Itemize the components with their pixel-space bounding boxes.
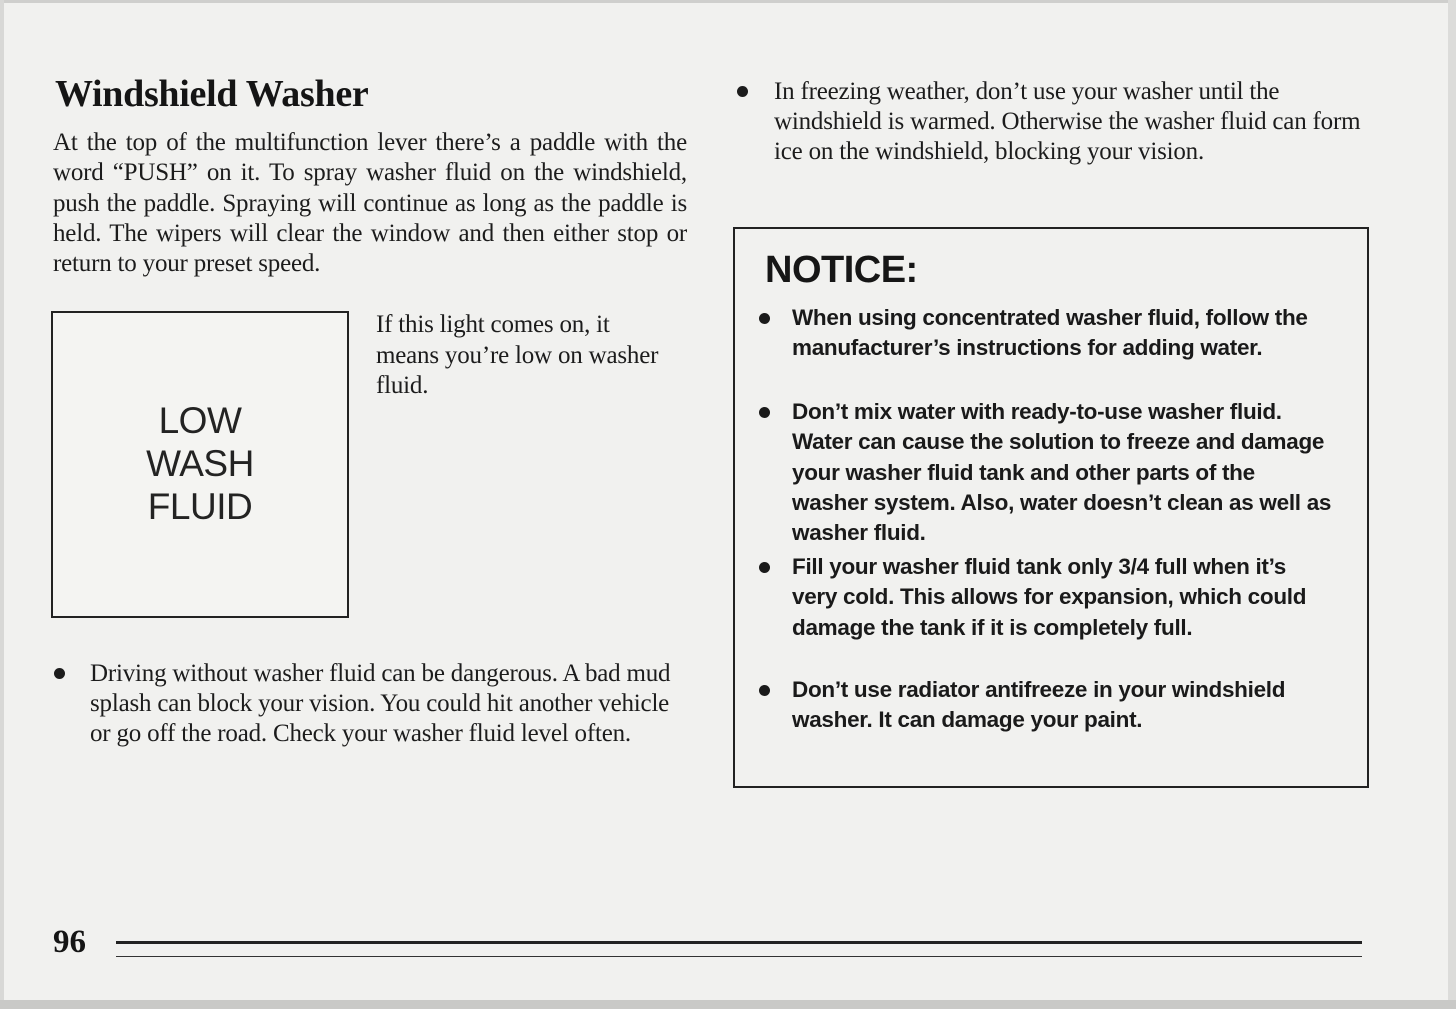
- low-wash-fluid-indicator: [51, 311, 349, 618]
- notice-heading: NOTICE:: [765, 249, 918, 291]
- bullet-icon: [737, 86, 748, 97]
- page-number: 96: [53, 924, 86, 960]
- indicator-line-wash: WASH: [146, 443, 254, 484]
- bullet-icon: [759, 313, 770, 324]
- page-edge-bottom: [0, 1000, 1456, 1009]
- warning-bullet-freezing: In freezing weather, don’t use your washer until the windshield is warmed. Otherwise the washer fluid can form ice on the windshield, blocking your vision.: [774, 78, 1361, 165]
- notice-item: Fill your washer fluid tank only 3/4 full when it’s very cold. This allows for expansion, which could damage the tank if it is completely full.: [792, 554, 1307, 640]
- bullet-icon: [759, 685, 770, 696]
- indicator-line-low: LOW: [158, 400, 242, 441]
- notice-item: Don’t use radiator antifreeze in your windshield washer. It can damage your paint.: [792, 677, 1286, 733]
- indicator-label: [53, 399, 347, 528]
- notice-item: When using concentrated washer fluid, follow the manufacturer’s instructions for adding water.: [792, 305, 1308, 361]
- notice-item: Don’t mix water with ready-to-use washer fluid. Water can cause the solution to freeze and damage your washer fluid tank and other parts of the washer system. Also, water doesn’t clean as well as washer fluid.: [792, 399, 1332, 546]
- indicator-line-fluid: FLUID: [147, 486, 253, 527]
- bullet-icon: [54, 668, 65, 679]
- section-title: Windshield Washer: [55, 73, 369, 115]
- page-edge-top: [0, 0, 1456, 3]
- bullet-icon: [759, 562, 770, 573]
- warning-bullet-driving: Driving without washer fluid can be dangerous. A bad mud splash can block your vision. You could hit another vehicle or go off the road. Check your washer fluid level often.: [90, 660, 671, 747]
- page-edge-right: [1448, 0, 1456, 1009]
- page-edge-left: [0, 0, 4, 1009]
- indicator-caption: If this light comes on, it means you’re low on washer fluid.: [376, 311, 659, 399]
- footer-rule-thin: [116, 956, 1362, 957]
- footer-rule: [116, 941, 1362, 944]
- bullet-icon: [759, 407, 770, 418]
- intro-paragraph: At the top of the multifunction lever there’s a paddle with the word “PUSH” on it. To spray washer fluid on the windshield, push the paddle. Spraying will continue as long as the paddle is held. The wipers will clear the window and then either stop or return to your preset speed.: [53, 129, 687, 278]
- notice-box: [733, 227, 1369, 788]
